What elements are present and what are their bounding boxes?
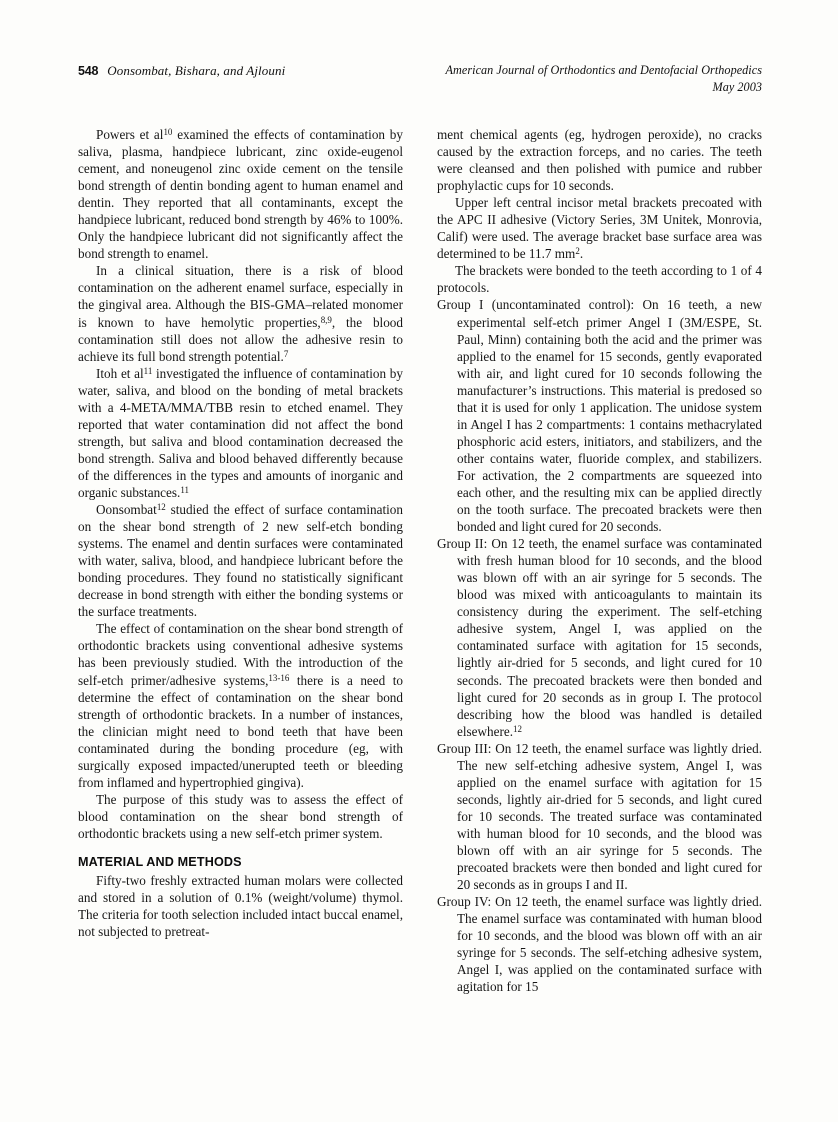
group-4: Group IV: On 12 teeth, the enamel surface was lightly dried. The enamel surface was contaminated with human blood for 10 seconds, and the blood was blown off with an air syringe for 5 seconds. The self-etching adhesive system, Angel I, was applied on the contaminated surface with agitation for 15 (437, 894, 762, 995)
left-column-after-heading (78, 872, 403, 940)
reference-superscript: 12 (513, 723, 522, 734)
reference-superscript: 13-16 (268, 672, 290, 683)
p-ment-chemical: ment chemical agents (eg, hydrogen peroxide), no cracks caused by the extraction forceps, and no caries. The teeth were cleansed and then polished with pumice and rubber prophylactic cups for 10 seconds. (437, 127, 762, 194)
reference-superscript: 7 (283, 348, 289, 359)
reference-superscript: 8,9 (320, 314, 332, 325)
journal-title: American Journal of Orthodontics and Dentofacial Orthopedics (445, 63, 762, 77)
p-powers: Powers et $al^{10}$ examined the effects of contamination by saliva, plasma, handpiece lubricant, zinc oxide-eugenol cement, and noneugenol zinc oxide cement on the tensile bond strength of dentin bonding agent to human enamel and dentin. They reported that all contaminants, except the handpiece lubricant, reduced bond strength by 46% to 100%. Only the handpiece lubricant did not significantly affect the bond strength to enamel. (78, 127, 403, 262)
p-itoh: Itoh et $al^{11}$ investigated the influence of contamination by water, saliva, and blood on the bonding of metal brackets with a 4-META/MMA/TBB resin to etched enamel. They reported that water contamination did not affect the bond strength, but saliva and blood contamination decreased the bond strength. Saliva and blood behaved differently because of the differences in the types and amounts of inorganic and organic substances.$^{11}$ (78, 365, 403, 500)
page-number: 548 (78, 64, 99, 78)
group-2: Group II: On 12 teeth, the enamel surface was contaminated with fresh human blood for 10 seconds, and the blood was blown off with an air syringe for 5 seconds. The blood was mixed with anticoagulants to maintain its consistency during the experiment. The self-etching adhesive system, Angel I, was applied on the contaminated surface with agitation for 15 seconds, lightly air-dried for 5 seconds, and light cured for 10 seconds. The precoated brackets were then bonded and light cured for 20 seconds as in group I. The protocol describing how the blood was handled is detailed elsewhere.$^{12}$ (437, 536, 762, 739)
p-oonsombat: Oonsombat$^{12}$ studied the effect of surface contamination on the shear bond strength of 2 new self-etch bonding systems. The enamel and dentin surfaces were contaminated with water, saliva, blood, and handpiece lubricant before the bonding procedures. They found no statistically significant decrease in bond strength with either the bonding systems or the surface treatments. (78, 502, 403, 620)
section-heading-material-and-methods: MATERIAL AND METHODS (78, 854, 242, 869)
p-effect: The effect of contamination on the shear bond strength of orthodontic brackets using conventional adhesive systems has been previously studied. With the introduction of the self-etch primer/adhesive systems,$^{13-16}$ there is a need to determine the effect of contamination on the shear bond strength of orthodontic brackets. In a number of instances, the clinician might need to bond teeth that have been contaminated during the bonding procedure (eg, with surgically exposed impacted/unerupted teeth or bleeding from inflamed and hypertrophied gingiva). (78, 621, 403, 790)
reference-superscript: 12 (156, 502, 166, 513)
p-upper-left: Upper left central incisor metal brackets precoated with the APC II adhesive (Victory Series, 3M Unitek, Monrovia, Calif) were used. The average bracket base surface area was determined to be 11.7 $mm^2$. (437, 195, 762, 262)
p-clinical: In a clinical situation, there is a risk of blood contamination on the adherent enamel surface, especially in the gingival area. Although the BIS-GMA–related monomer is known to have hemolytic properties,$^{8,9}$, the blood contamination still does not allow the adhesive resin to achieve its full bond strength potential.$^7$ (78, 263, 403, 364)
reference-superscript: 2 (575, 246, 580, 257)
body-columns (78, 126, 762, 995)
running-head-authors: Oonsombat, Bishara, and Ajlouni (107, 63, 286, 78)
group-3: Group III: On 12 teeth, the enamel surface was lightly dried. The new self-etching adhesive system, Angel I, was applied on the enamel surface with agitation for 15 seconds, lightly air-dried for 5 seconds, and light cured for 10 seconds. The treated surface was contaminated with human blood for 10 seconds, and the blood was blown off with an air syringe for 5 seconds. The precoated brackets were then bonded and light cured for 20 seconds as in groups I and II. (437, 740, 762, 893)
left-column (78, 126, 403, 940)
reference-superscript: 10 (163, 127, 173, 138)
group-1: Group I (uncontaminated control): On 16 teeth, a new experimental self-etch primer Angel I (3M/ESPE, St. Paul, Minn) containing both the acid and the primer was applied to the enamel for 15 seconds, gently evaporated with air, and light cured for 10 seconds following the manufacturer’s instructions. This material is predosed so that it is used for only 1 application. The unidose system in Angel I has 2 compartments: 1 contains methacrylated phosphoric acid esters, initiators, and stabilizers, and the other contains water, fluoride complex, and stabilizers. For activation, the 2 compartments are squeezed into each other, and the resulting mix can be applied directly on the tooth surface. The precoated brackets were then bonded and light cured for 20 seconds. (437, 297, 762, 535)
protocol-group-list (437, 296, 762, 995)
reference-superscript: 11 (180, 485, 189, 496)
right-column-paragraphs (437, 126, 762, 296)
right-column (437, 126, 762, 995)
running-head-left (78, 62, 285, 80)
p-fiftytwo: Fifty-two freshly extracted human molars were collected and stored in a solution of 0.1% (weight/volume) thymol. The criteria for tooth selection included intact buccal enamel, not subjected to pretreat- (78, 872, 403, 940)
p-purpose: The purpose of this study was to assess the effect of blood contamination on the shear bond strength of orthodontic brackets using a new self-etch primer system. (78, 791, 403, 841)
issue-date: May 2003 (712, 80, 762, 94)
left-column-paragraphs (78, 126, 403, 842)
reference-superscript: 11 (143, 365, 153, 376)
running-head-right (446, 62, 762, 96)
running-head (78, 62, 762, 106)
p-brackets-bonded: The brackets were bonded to the teeth according to 1 of 4 protocols. (437, 263, 762, 296)
